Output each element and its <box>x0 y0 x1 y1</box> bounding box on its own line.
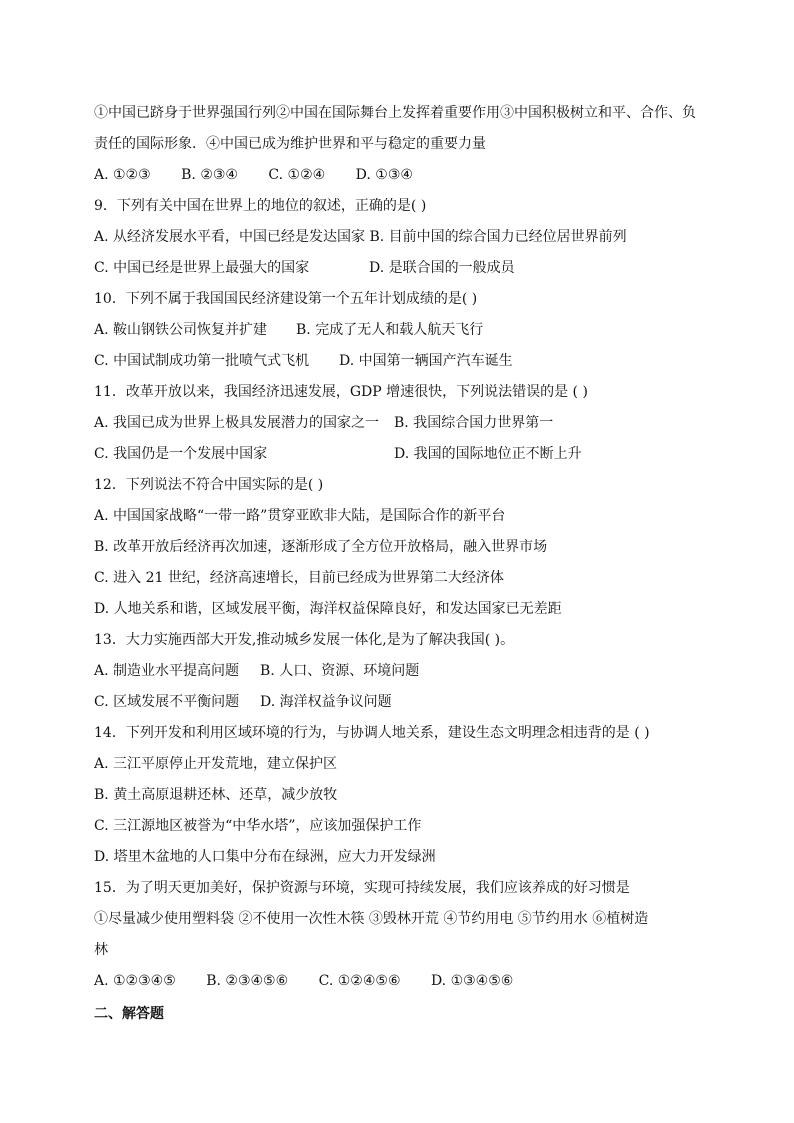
q15-option-b: B. ②③④⑤⑥ <box>206 973 289 989</box>
q15-option-c: C. ①②④⑤⑥ <box>318 973 401 989</box>
q10-option-c: C. 中国试制成功第一批喷气式飞机 <box>94 353 310 369</box>
q9-options-ab: A. 从经济发展水平看，中国已经是发达国家 B. 目前中国的综合国力已经位居世界前列 <box>94 229 627 245</box>
q12-option-c: C. 进入 21 世纪，经济高速增长，目前已经成为世界第二大经济体 <box>94 570 504 586</box>
q15-option-d: D. ①③④⑤⑥ <box>430 973 514 989</box>
q13-options-cd <box>94 687 704 718</box>
q9-stem: 9．下列有关中国在世界上的地位的叙述，正确的是( ) <box>94 198 427 214</box>
q8-option-c: C. ①②④ <box>268 167 326 183</box>
question-list <box>94 98 704 1030</box>
q12-option-a: A. 中国国家战略“一带一路”贯穿亚欧非大陆，是国际合作的新平台 <box>94 508 506 524</box>
q9-option-d: D. 是联合国的一般成员 <box>369 260 515 276</box>
q11-option-a: A. 我国已成为世界上极具发展潜力的国家之一 <box>94 415 380 431</box>
q15-option-a: A. ①②③④⑤ <box>94 973 176 989</box>
q14-stem: 14．下列开发和利用区域环境的行为，与协调人地关系，建设生态文明理念相违背的是 ( ) <box>94 725 650 741</box>
q15-stem: 15．为了明天更加美好，保护资源与环境，实现可持续发展，我们应该养成的好习惯是 <box>94 880 630 896</box>
q14-option-c: C. 三江源地区被誉为“中华水塔”，应该加强保护工作 <box>94 818 422 834</box>
q8-stem-line2: 责任的国际形象．④中国已成为维护世界和平与稳定的重要力量 <box>94 136 486 152</box>
q12-option-b: B. 改革开放后经济再次加速，逐渐形成了全方位开放格局，融入世界市场 <box>94 539 548 555</box>
q13-option-d: D. 海洋权益争议问题 <box>260 694 392 710</box>
q10-options-ab <box>94 315 704 346</box>
q8-option-d: D. ①③④ <box>355 167 413 183</box>
q13-options-ab <box>94 656 704 687</box>
section-title-answer-questions: 二、解答题 <box>94 1006 164 1022</box>
q11-option-b: B. 我国综合国力世界第一 <box>394 415 554 431</box>
q15-items-line1: ①尽量减少使用塑料袋 ②不使用一次性木筷 ③毁林开荒 ④节约用电 ⑤节约用水 ⑥植树造 <box>94 911 649 927</box>
q10-stem: 10．下列不属于我国国民经济建设第一个五年计划成绩的是( ) <box>94 291 478 307</box>
q9-option-c: C. 中国已经是世界上最强大的国家 <box>94 260 310 276</box>
q8-stem-line1: ①中国已跻身于世界强国行列②中国在国际舞台上发挥着重要作用③中国积极树立和平、合作、负 <box>94 105 696 121</box>
q11-stem: 11．改革开放以来，我国经济迅速发展，GDP 增速很快，下列说法错误的是 ( ) <box>94 384 588 400</box>
q14-option-a: A. 三江平原停止开发荒地，建立保护区 <box>94 756 338 772</box>
q14-option-b: B. 黄土高原退耕还林、还草，减少放牧 <box>94 787 338 803</box>
q15-items-line2: 林 <box>94 942 108 958</box>
q11-option-d: D. 我国的国际地位正不断上升 <box>394 446 582 462</box>
q8-option-a: A. ①②③ <box>94 167 151 183</box>
q15-options <box>94 966 704 997</box>
q10-option-b: B. 完成了无人和载人航天飞行 <box>296 322 484 338</box>
q12-stem: 12．下列说法不符合中国实际的是( ) <box>94 477 324 493</box>
q10-option-a: A. 鞍山钢铁公司恢复并扩建 <box>94 322 268 338</box>
q13-option-c: C. 区域发展不平衡问题 <box>94 694 240 710</box>
q13-option-a: A. 制造业水平提高问题 <box>94 663 240 679</box>
q8-option-b: B. ②③④ <box>181 167 238 183</box>
q11-option-c: C. 我国仍是一个发展中国家 <box>94 446 268 462</box>
q10-options-cd <box>94 346 704 377</box>
q13-option-b: B. 人口、资源、环境问题 <box>260 663 420 679</box>
q14-option-d: D. 塔里木盆地的人口集中分布在绿洲，应大力开发绿洲 <box>94 849 436 865</box>
q10-option-d: D. 中国第一辆国产汽车诞生 <box>339 353 513 369</box>
q8-options <box>94 160 704 191</box>
q11-options-cd <box>94 439 704 470</box>
q9-options-cd <box>94 253 704 284</box>
q12-option-d: D. 人地关系和谐，区域发展平衡，海洋权益保障良好，和发达国家已无差距 <box>94 601 562 617</box>
q11-options-ab <box>94 408 704 439</box>
q13-stem: 13．大力实施西部大开发,推动城乡发展一体化,是为了解决我国( )。 <box>94 632 515 648</box>
